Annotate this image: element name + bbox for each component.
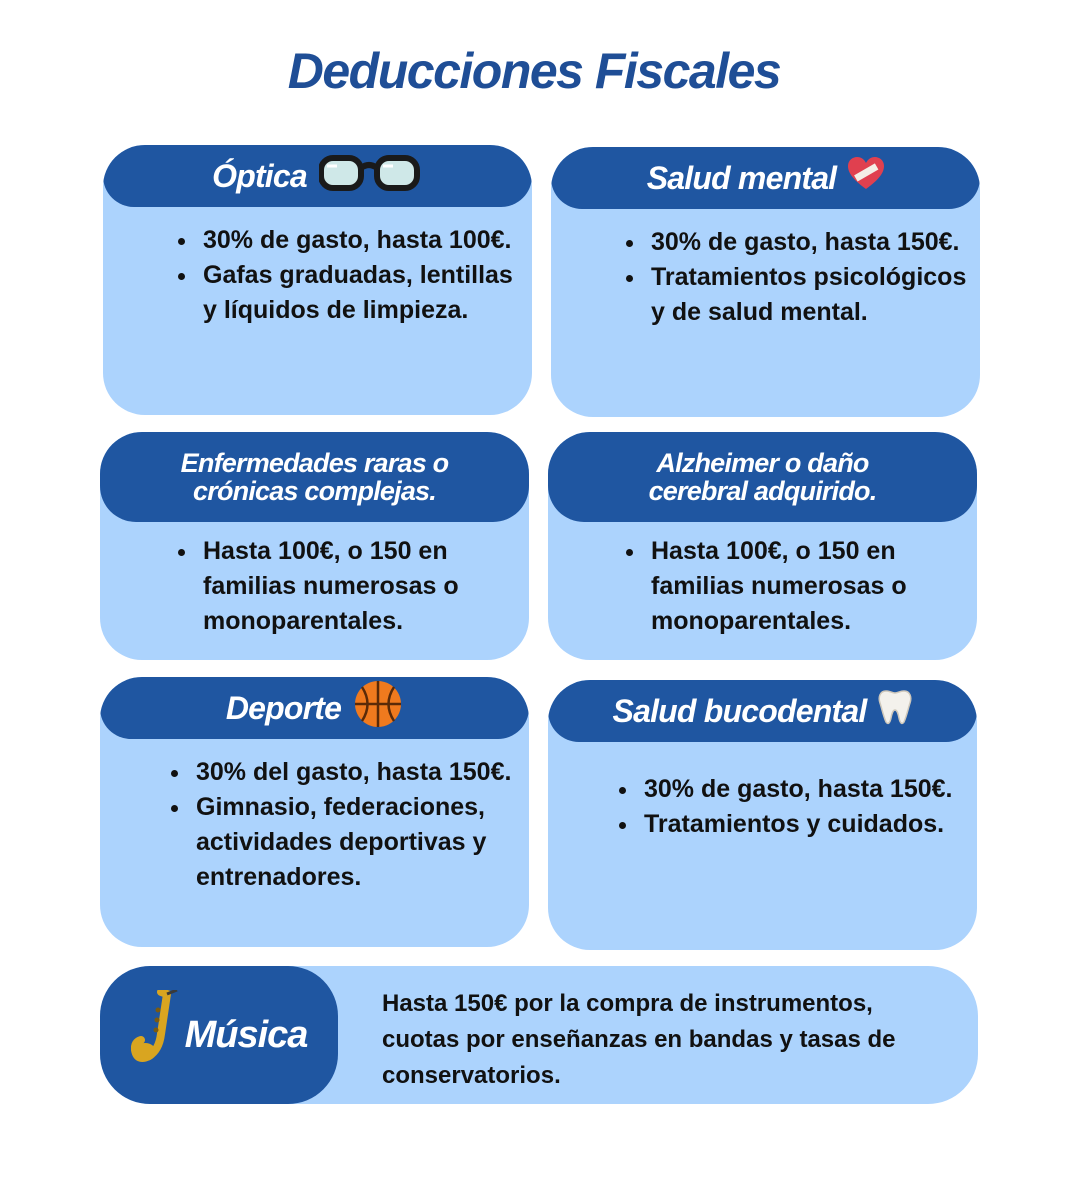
card-title: Deporte — [225, 689, 342, 726]
glasses-icon — [319, 152, 423, 200]
card-deporte — [100, 677, 529, 947]
saxophone-icon — [131, 990, 181, 1080]
card-bullets — [606, 772, 977, 842]
card-salud-mental — [551, 147, 980, 417]
card-bullets — [158, 755, 529, 895]
bullet-item: • 30% del gasto, hasta 150€. — [192, 755, 529, 790]
card-enfermedades-raras — [100, 432, 529, 660]
card-bullets — [165, 223, 529, 328]
card-title-line2: crónicas complejas. — [193, 476, 436, 506]
musica-badge — [100, 966, 338, 1104]
bullet-item: • Tratamientos psicológicos y de salud mental. — [647, 260, 977, 330]
bullet-item: • Gafas graduadas, lentillas y líquidos de limpieza. — [199, 258, 529, 328]
card-bullets — [165, 534, 529, 639]
musica-title: Música — [184, 1013, 308, 1056]
card-alzheimer — [548, 432, 977, 660]
musica-text: Hasta 150€ por la compra de instrumentos, cuotas por enseñanzas en bandas y tasas de conservatorios. — [382, 990, 896, 1089]
card-title-line2: cerebral adquirido. — [648, 476, 877, 506]
bullet-item: • Tratamientos y cuidados. — [640, 807, 977, 842]
tooth-icon — [878, 689, 912, 733]
page-title: Deducciones Fiscales — [287, 43, 781, 99]
card-musica — [100, 966, 978, 1104]
bullet-item: • 30% de gasto, hasta 100€. — [199, 223, 529, 258]
basketball-icon — [353, 679, 403, 737]
bullet-item: • Gimnasio, federaciones, actividades deportivas y entrenadores. — [192, 790, 529, 895]
card-optica — [103, 145, 532, 415]
bullet-item: • Hasta 100€, o 150 en familias numerosas o monoparentales. — [199, 534, 529, 639]
card-header — [103, 145, 532, 207]
bullet-item: • Hasta 100€, o 150 en familias numerosas o monoparentales. — [647, 534, 977, 639]
bullet-item: • 30% de gasto, hasta 150€. — [647, 225, 977, 260]
card-header — [548, 432, 977, 522]
card-header — [100, 677, 529, 739]
card-title: Salud mental — [646, 159, 837, 196]
card-header — [100, 432, 529, 522]
mending-heart-icon — [848, 157, 884, 199]
card-bullets — [613, 225, 977, 330]
card-title: Salud bucodental — [612, 692, 867, 729]
card-title: Óptica — [212, 157, 307, 194]
card-salud-bucodental — [548, 680, 977, 950]
card-bullets — [613, 534, 977, 639]
card-header — [548, 680, 977, 742]
bullet-item: • 30% de gasto, hasta 150€. — [640, 772, 977, 807]
card-title-line1: Enfermedades raras o — [180, 448, 449, 478]
card-header — [551, 147, 980, 209]
card-title-line1: Alzheimer o daño — [656, 448, 869, 478]
